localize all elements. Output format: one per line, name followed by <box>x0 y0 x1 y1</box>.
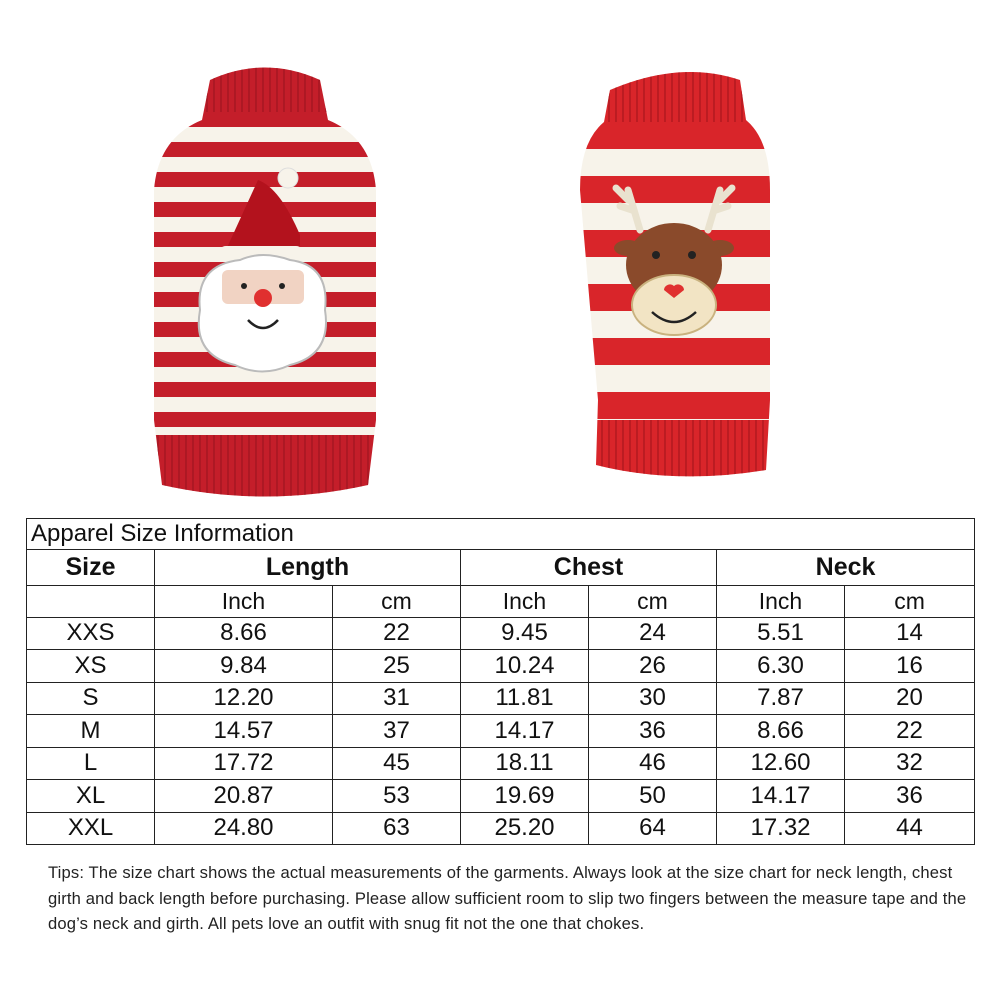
cell-neck-cm: 14 <box>845 617 975 650</box>
cell-neck-in: 6.30 <box>717 650 845 683</box>
cell-length-cm: 25 <box>333 650 461 683</box>
cell-chest-in: 9.45 <box>461 617 589 650</box>
cell-neck-in: 17.32 <box>717 812 845 845</box>
unit-neck-cm: cm <box>845 586 975 618</box>
cell-chest-cm: 24 <box>589 617 717 650</box>
cell-neck-in: 12.60 <box>717 747 845 780</box>
cell-chest-in: 25.20 <box>461 812 589 845</box>
cell-chest-in: 18.11 <box>461 747 589 780</box>
cell-size: XXL <box>27 812 155 845</box>
cell-chest-cm: 46 <box>589 747 717 780</box>
cell-neck-cm: 16 <box>845 650 975 683</box>
table-row <box>27 715 975 748</box>
header-length: Length <box>155 550 461 586</box>
cell-chest-in: 19.69 <box>461 780 589 813</box>
cell-length-in: 24.80 <box>155 812 333 845</box>
cell-neck-cm: 22 <box>845 715 975 748</box>
cell-chest-cm: 64 <box>589 812 717 845</box>
cell-neck-cm: 36 <box>845 780 975 813</box>
cell-size: XL <box>27 780 155 813</box>
cell-size: S <box>27 682 155 715</box>
cell-neck-in: 7.87 <box>717 682 845 715</box>
cell-length-cm: 53 <box>333 780 461 813</box>
cell-length-in: 14.57 <box>155 715 333 748</box>
cell-length-cm: 37 <box>333 715 461 748</box>
cell-neck-in: 5.51 <box>717 617 845 650</box>
cell-neck-cm: 44 <box>845 812 975 845</box>
table-row <box>27 812 975 845</box>
table-row <box>27 617 975 650</box>
cell-chest-cm: 50 <box>589 780 717 813</box>
cell-neck-cm: 20 <box>845 682 975 715</box>
cell-size: XXS <box>27 617 155 650</box>
cell-length-cm: 63 <box>333 812 461 845</box>
cell-chest-cm: 30 <box>589 682 717 715</box>
table-row <box>27 682 975 715</box>
cell-chest-cm: 26 <box>589 650 717 683</box>
santa-sweater-image <box>140 60 390 500</box>
cell-length-in: 20.87 <box>155 780 333 813</box>
cell-size: M <box>27 715 155 748</box>
unit-chest-inch: Inch <box>461 586 589 618</box>
cell-length-in: 12.20 <box>155 682 333 715</box>
unit-length-cm: cm <box>333 586 461 618</box>
table-title: Apparel Size Information <box>27 519 975 550</box>
header-chest: Chest <box>461 550 717 586</box>
table-row <box>27 747 975 780</box>
cell-size: XS <box>27 650 155 683</box>
unit-chest-cm: cm <box>589 586 717 618</box>
table-row <box>27 780 975 813</box>
unit-neck-inch: Inch <box>717 586 845 618</box>
size-chart-table <box>26 518 975 845</box>
unit-blank <box>27 586 155 618</box>
cell-length-cm: 45 <box>333 747 461 780</box>
cell-length-cm: 22 <box>333 617 461 650</box>
cell-length-cm: 31 <box>333 682 461 715</box>
header-size: Size <box>27 550 155 586</box>
cell-chest-cm: 36 <box>589 715 717 748</box>
cell-neck-in: 8.66 <box>717 715 845 748</box>
cell-length-in: 8.66 <box>155 617 333 650</box>
unit-length-inch: Inch <box>155 586 333 618</box>
cell-chest-in: 14.17 <box>461 715 589 748</box>
cell-neck-in: 14.17 <box>717 780 845 813</box>
header-neck: Neck <box>717 550 975 586</box>
cell-length-in: 17.72 <box>155 747 333 780</box>
cell-chest-in: 10.24 <box>461 650 589 683</box>
cell-length-in: 9.84 <box>155 650 333 683</box>
tips-text: Tips: The size chart shows the actual measurements of the garments. Always look at the size chart for neck length, chest girth and back length before purchasing. Please allow sufficient room to slip two fingers between the measure tape and the dog’s neck and girth. All pets love an outfit with snug fit not the one that chokes. <box>48 863 967 933</box>
cell-chest-in: 11.81 <box>461 682 589 715</box>
reindeer-sweater-image <box>570 60 780 480</box>
table-row <box>27 650 975 683</box>
cell-neck-cm: 32 <box>845 747 975 780</box>
cell-size: L <box>27 747 155 780</box>
